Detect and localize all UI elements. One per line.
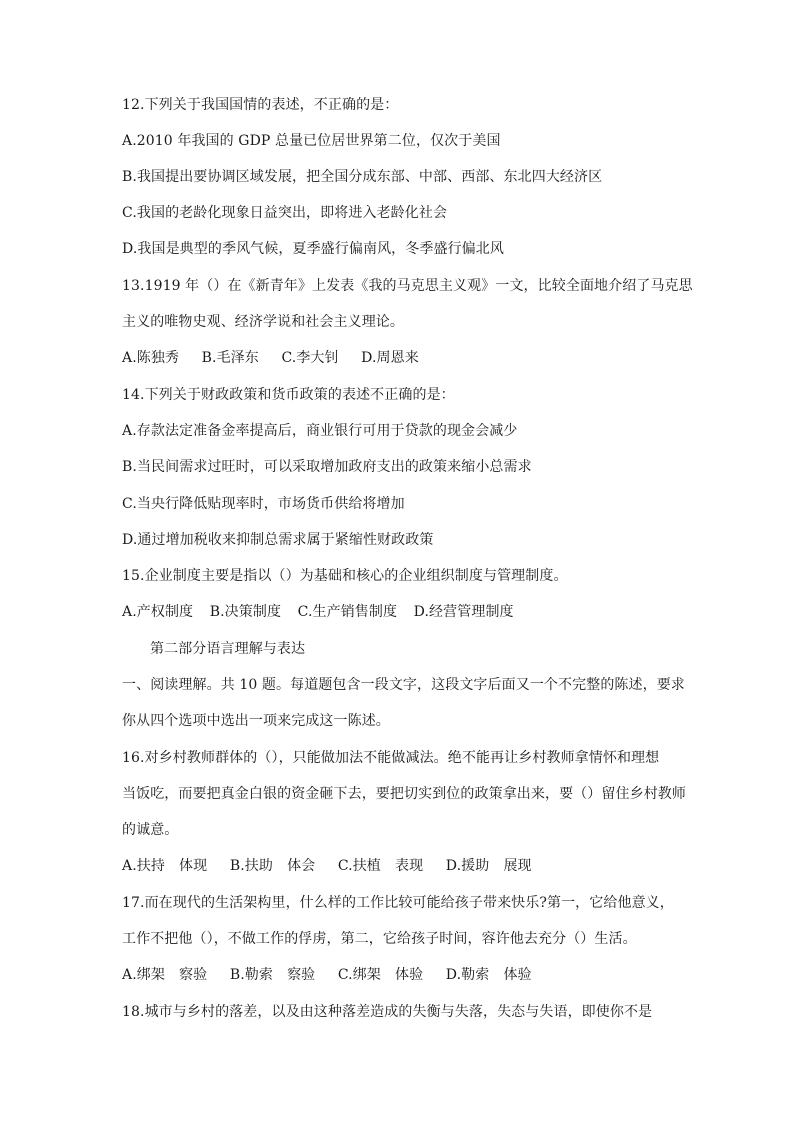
question-17-option-a: A.绑架 察验 bbox=[122, 967, 208, 983]
question-15-option-a: A.产权制度 bbox=[122, 604, 194, 620]
question-15-option-d: D.经营管理制度 bbox=[413, 604, 514, 620]
question-16-option-c: C.扶植 表现 bbox=[337, 858, 424, 874]
question-16-option-d: D.援助 展现 bbox=[445, 858, 532, 874]
question-16-option-b: B.扶助 体会 bbox=[229, 858, 316, 874]
question-15-option-c: C.生产销售制度 bbox=[297, 604, 398, 620]
question-17-stem-line-2: 工作不把他（），不做工作的俘虏，第二，它给孩子时间，容许他去充分（）生活。 bbox=[122, 931, 637, 947]
reading-instructions-line-2: 你从四个选项中选出一项来完成这一陈述。 bbox=[122, 713, 390, 729]
question-13-option-b: B.毛泽东 bbox=[201, 350, 259, 366]
question-17-stem-line-1: 17.而在现代的生活架构里，什么样的工作比较可能给孩子带来快乐?第一，它给他意义， bbox=[122, 895, 674, 911]
question-13-stem-line-2: 主义的唯物史观、经济学说和社会主义理论。 bbox=[122, 314, 404, 330]
question-14-stem: 14.下列关于财政政策和货币政策的表述不正确的是： bbox=[122, 387, 455, 403]
question-13-options bbox=[122, 349, 682, 367]
question-14-option-a: A.存款法定准备金率提高后，商业银行可用于贷款的现金会减少 bbox=[122, 423, 518, 439]
question-12-option-d: D.我国是典型的季风气候，夏季盛行偏南风，冬季盛行偏北风 bbox=[122, 241, 504, 257]
question-16-stem-line-2: 当饭吃，而要把真金白银的资金砸下去，要把切实到位的政策拿出来，要（）留住乡村教师 bbox=[122, 786, 686, 802]
question-14-option-d: D.通过增加税收来抑制总需求属于紧缩性财政政策 bbox=[122, 532, 434, 548]
question-16-stem-line-3: 的诚意。 bbox=[122, 822, 179, 838]
question-17-option-b: B.勒索 察验 bbox=[229, 967, 316, 983]
reading-instructions-line-1: 一、阅读理解。共 10 题。每道题包含一段文字，这段文字后面又一个不完整的陈述，要求 bbox=[122, 677, 685, 693]
section-heading: 第二部分语言理解与表达 bbox=[150, 641, 306, 657]
question-12-stem: 12.下列关于我国国情的表述，不正确的是： bbox=[122, 97, 399, 113]
question-17-option-d: D.勒索 体验 bbox=[445, 967, 532, 983]
question-14-option-c: C.当央行降低贴现率时，市场货币供给将增加 bbox=[122, 496, 405, 512]
question-14-option-b: B.当民间需求过旺时，可以采取增加政府支出的政策来缩小总需求 bbox=[122, 459, 532, 475]
question-17-options bbox=[122, 966, 682, 984]
question-18-stem-line-1: 18.城市与乡村的落差，以及由这种落差造成的失衡与失落，失态与失语，即使你不是 bbox=[122, 1004, 653, 1020]
question-16-stem-line-1: 16.对乡村教师群体的（），只能做加法不能做减法。绝不能再让乡村教师拿情怀和理想 bbox=[122, 750, 660, 766]
question-13-option-a: A.陈独秀 bbox=[122, 350, 180, 366]
question-12-option-b: B.我国提出要协调区域发展，把全国分成东部、中部、西部、东北四大经济区 bbox=[122, 169, 603, 185]
question-16-option-a: A.扶持 体现 bbox=[122, 858, 208, 874]
question-15-stem: 15.企业制度主要是指以（）为基础和核心的企业组织制度与管理制度。 bbox=[122, 568, 568, 584]
question-13-stem-line-1: 13.1919 年（）在《新青年》上发表《我的马克思主义观》一文，比较全面地介绍了马克思 bbox=[122, 278, 693, 294]
question-15-options bbox=[122, 603, 682, 621]
question-16-options bbox=[122, 857, 682, 875]
question-17-option-c: C.绑架 体验 bbox=[337, 967, 424, 983]
question-13-option-c: C.李大钊 bbox=[281, 350, 339, 366]
question-12-option-c: C.我国的老龄化现象日益突出，即将进入老龄化社会 bbox=[122, 205, 448, 221]
question-12-option-a: A.2010 年我国的 GDP 总量已位居世界第二位，仅次于美国 bbox=[122, 133, 501, 149]
question-15-option-b: B.决策制度 bbox=[209, 604, 282, 620]
question-13-option-d: D.周恩来 bbox=[361, 350, 419, 366]
